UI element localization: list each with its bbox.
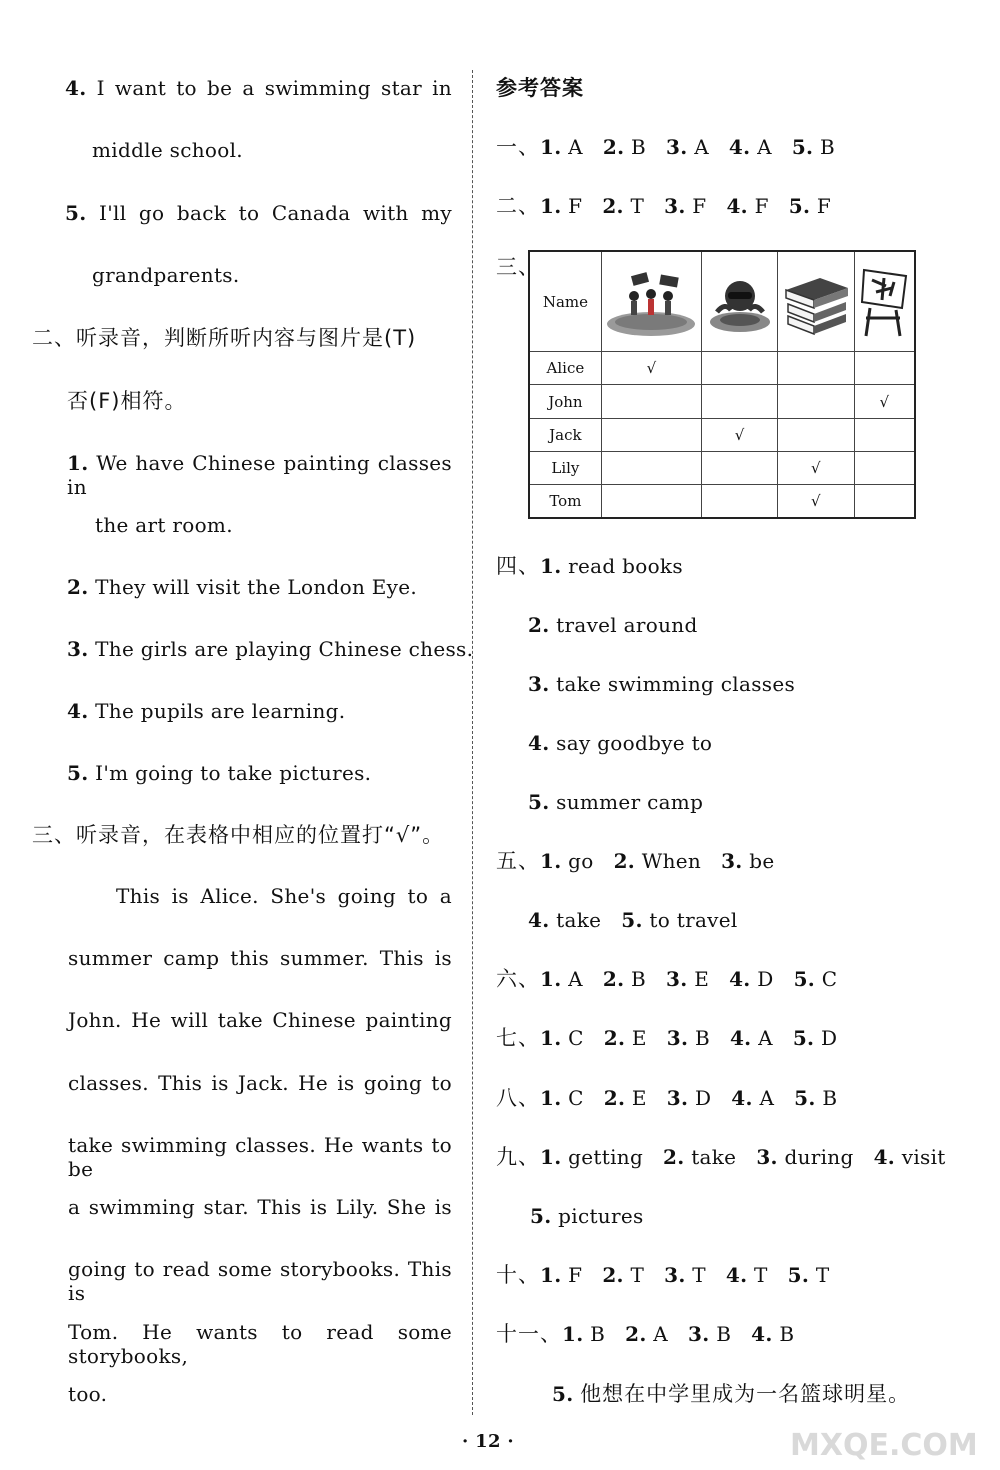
answer-row-2: 二、1. F 2. T 3. F 4. F 5. F	[496, 194, 832, 218]
s3-passage-line7: going to read some storybooks. This is	[68, 1257, 452, 1305]
table-cell-r4c4	[854, 451, 915, 484]
table-cell-r1c3	[778, 352, 854, 385]
answer-row-10: 十、1. F 2. T 3. T 4. T 5. T	[496, 1263, 830, 1287]
table-cell-r4c1	[601, 451, 701, 484]
s3-passage-line6: a swimming star. This is Lily. She is	[68, 1195, 452, 1219]
answer-row-1: 一、1. A 2. B 3. A 4. A 5. B	[496, 135, 835, 159]
answer-row-4-item1: 四、1. read books	[496, 554, 683, 578]
table-row-name: Jack	[529, 418, 601, 451]
answer-row-9-line2: 5. pictures	[530, 1204, 644, 1228]
table-row-name: Lily	[529, 451, 601, 484]
table-cell-r3c3	[778, 418, 854, 451]
table-cell-r5c2	[701, 485, 777, 518]
table-row-name: Alice	[529, 352, 601, 385]
watermark: MXQE.COM	[790, 1428, 978, 1463]
answer-row-4-item5: 5. summer camp	[528, 790, 704, 814]
s2-heading-line1: 二、听录音，判断所听内容与图片是(T)	[32, 326, 417, 350]
table-cell-r4c3: √	[778, 451, 854, 484]
s2-item-1-line2: the art room.	[95, 513, 233, 537]
table-cell-r4c2	[701, 451, 777, 484]
table-row-name: John	[529, 385, 601, 418]
table-cell-r3c1	[601, 418, 701, 451]
answer-row-3-label: 三、	[496, 255, 540, 279]
table-row-name: Tom	[529, 485, 601, 518]
table-cell-r2c3	[778, 385, 854, 418]
s3-passage-line1: This is Alice. She's going to a	[116, 884, 452, 908]
s1-item4-line1: 4. I want to be a swimming star in	[65, 76, 452, 100]
answer-row-4-item4: 4. say goodbye to	[528, 731, 713, 755]
s1-item5-line2: grandparents.	[92, 263, 240, 287]
table-cell-r2c2	[701, 385, 777, 418]
s3-passage-line5: take swimming classes. He wants to be	[68, 1133, 452, 1181]
s3-passage-line2: summer camp this summer. This is	[68, 946, 452, 970]
answer-table	[528, 250, 916, 519]
answer-row-11-line1: 十一、1. B 2. A 3. B 4. B	[496, 1322, 795, 1346]
s2-item-2: 2. They will visit the London Eye.	[67, 575, 418, 599]
table-cell-r5c1	[601, 485, 701, 518]
chinese-painting-picture-icon	[854, 251, 915, 352]
table-cell-r1c2	[701, 352, 777, 385]
answer-row-5-line2: 4. take 5. to travel	[528, 908, 738, 932]
summer-camp-picture-icon	[601, 251, 701, 352]
table-cell-r5c4	[854, 485, 915, 518]
s2-item-3: 3. The girls are playing Chinese chess.	[67, 637, 474, 661]
answer-row-4-item3: 3. take swimming classes	[528, 672, 796, 696]
s1-item4-line2: middle school.	[92, 138, 243, 162]
s2-item-5: 5. I'm going to take pictures.	[67, 761, 372, 785]
answer-row-7: 七、1. C 2. E 3. B 4. A 5. D	[496, 1026, 838, 1050]
s3-passage-line4: classes. This is Jack. He is going to	[68, 1071, 452, 1095]
table-cell-r2c1	[601, 385, 701, 418]
answer-row-6: 六、1. A 2. B 3. E 4. D 5. C	[496, 967, 838, 991]
table-cell-r5c3: √	[778, 485, 854, 518]
table-cell-r2c4: √	[854, 385, 915, 418]
answer-row-8: 八、1. C 2. E 3. D 4. A 5. B	[496, 1086, 838, 1110]
answer-row-5-line1: 五、1. go 2. When 3. be	[496, 849, 775, 873]
s3-passage-line8: Tom. He wants to read some storybooks,	[68, 1320, 452, 1368]
s2-item-4: 4. The pupils are learning.	[67, 699, 346, 723]
page-number: · 12 ·	[462, 1431, 514, 1452]
table-cell-r3c2: √	[701, 418, 777, 451]
s2-heading-line2: 否(F)相符。	[67, 389, 187, 413]
s1-item5-line1: 5. I'll go back to Canada with my	[65, 201, 452, 225]
table-cell-r3c4	[854, 418, 915, 451]
swimming-picture-icon	[701, 251, 777, 352]
answer-row-9-line1: 九、1. getting 2. take 3. during 4. visit	[496, 1145, 946, 1169]
storybooks-picture-icon	[778, 251, 854, 352]
s3-heading: 三、听录音，在表格中相应的位置打“√”。	[32, 823, 445, 847]
column-divider	[472, 70, 473, 1415]
answer-title: 参考答案	[496, 76, 584, 100]
answer-row-11-line2: 5. 他想在中学里成为一名篮球明星。	[552, 1382, 911, 1406]
s2-item-1-line1: 1. We have Chinese painting classes in	[67, 451, 452, 499]
table-header-name: Name	[529, 251, 601, 352]
s3-passage-line9: too.	[68, 1382, 108, 1406]
s3-passage-line3: John. He will take Chinese painting	[68, 1008, 452, 1032]
table-cell-r1c4	[854, 352, 915, 385]
table-cell-r1c1: √	[601, 352, 701, 385]
answer-row-4-item2: 2. travel around	[528, 613, 698, 637]
